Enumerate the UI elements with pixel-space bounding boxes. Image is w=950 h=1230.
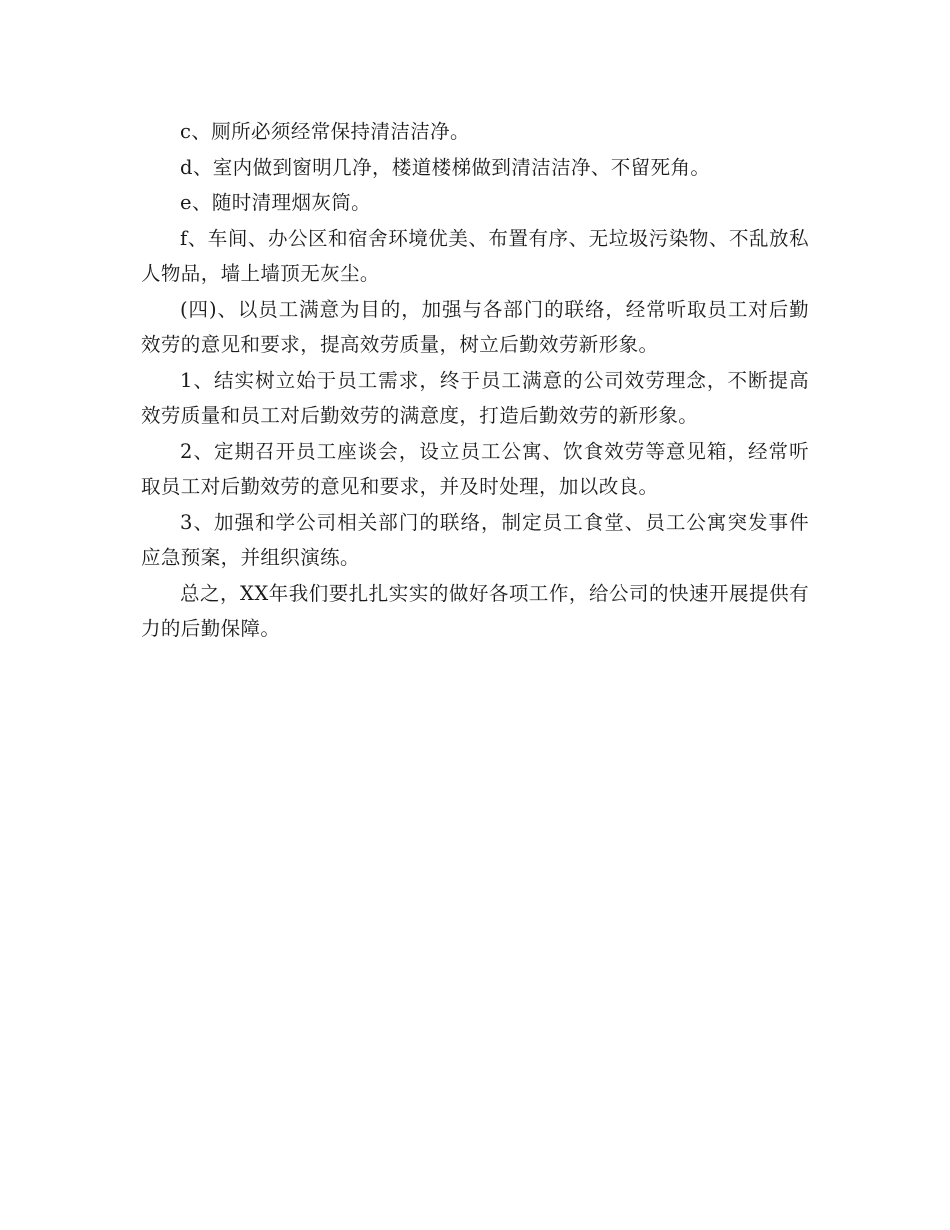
paragraph-item-3: 3、加强和学公司相关部门的联络，制定员工食堂、员工公寓突发事件应急预案，并组织演练。 [141, 510, 809, 569]
paragraph-item-f: f、车间、办公区和宿舍环境优美、布置有序、无垃圾污染物、不乱放私人物品，墙上墙顶无灰尘。 [141, 226, 809, 285]
paragraph-section-four: (四)、以员工满意为目的，加强与各部门的联络，经常听取员工对后勤效劳的意见和要求，提高效劳质量，树立后勤效劳新形象。 [141, 297, 809, 356]
paragraph-item-d: d、室内做到窗明几净，楼道楼梯做到清洁洁净、不留死角。 [180, 155, 711, 179]
paragraph-conclusion: 总之，XX年我们要扎扎实实的做好各项工作，给公司的快速开展提供有力的后勤保障。 [141, 581, 809, 640]
paragraph-item-e: e、随时清理烟灰筒。 [180, 191, 372, 214]
paragraph-item-c: c、厕所必须经常保持清洁洁净。 [180, 120, 470, 143]
document-body [141, 114, 809, 647]
paragraph-item-1: 1、结实树立始于员工需求，终于员工满意的公司效劳理念，不断提高效劳质量和员工对后勤效劳的满意度，打造后勤效劳的新形象。 [141, 368, 809, 427]
paragraph-item-2: 2、定期召开员工座谈会，设立员工公寓、饮食效劳等意见箱，经常听取员工对后勤效劳的意见和要求，并及时处理，加以改良。 [141, 439, 809, 498]
